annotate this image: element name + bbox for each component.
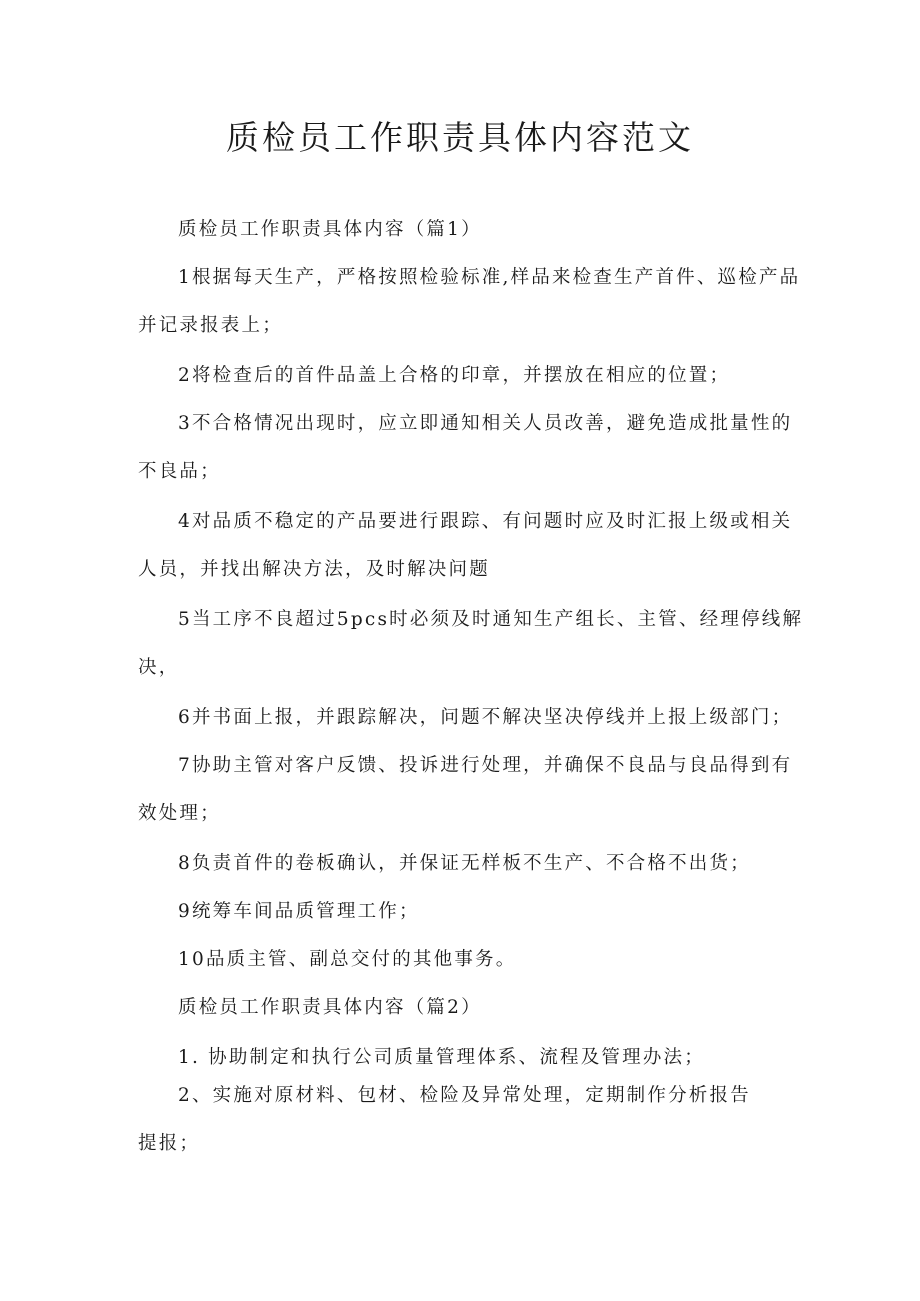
- paragraph-line: 6并书面上报，并跟踪解决，问题不解决坚决停线并上报上级部门；: [178, 707, 793, 728]
- paragraph-9: [138, 888, 788, 936]
- paragraph-5: [138, 596, 804, 692]
- paragraph-7: [138, 742, 793, 838]
- paragraph-line: 2、实施对原材料、包材、检险及异常处理，定期制作分析报告: [178, 1085, 751, 1106]
- paragraph-8: [138, 840, 788, 888]
- paragraph-line: 10品质主管、副总交付的其他事务。: [178, 949, 517, 970]
- paragraph-line: 1. 协助制定和执行公司质量管理体系、流程及管理办法；: [178, 1047, 705, 1068]
- paragraph-line: 2将检查后的首件品盖上合格的印章，并摆放在相应的位置；: [178, 365, 731, 386]
- paragraph-6: [138, 694, 793, 742]
- paragraph-line: 效处理；: [138, 803, 221, 824]
- heading-line: 质检员工作职责具体内容（篇1）: [178, 219, 482, 240]
- paragraph-line: 决，: [138, 657, 180, 678]
- paragraph-line: 提报；: [138, 1133, 201, 1154]
- paragraph-line: 7协助主管对客户反馈、投诉进行处理，并确保不良品与良品得到有: [178, 755, 793, 776]
- paragraph-line: 1根据每天生产，严格按照检验标准,样品来检查生产首件、巡检产品: [178, 267, 801, 288]
- paragraph-line: 人员，并找出解决方法，及时解决问题: [138, 559, 490, 580]
- paragraph-line: 5当工序不良超过5pcs时必须及时通知生产组长、主管、经理停线解: [178, 609, 804, 630]
- paragraph-2: [138, 352, 788, 400]
- paragraph-q2: [138, 1072, 788, 1168]
- paragraph-line: 并记录报表上；: [138, 315, 283, 336]
- paragraph-line: 3不合格情况出现时，应立即通知相关人员改善，避免造成批量性的: [178, 413, 793, 434]
- paragraph-line: 8负责首件的卷板确认，并保证无样板不生产、不合格不出货；: [178, 853, 751, 874]
- paragraph-4: [138, 498, 793, 594]
- paragraph-3: [138, 400, 793, 496]
- section-heading-2: [138, 984, 788, 1032]
- paragraph-line: 不良品；: [138, 461, 221, 482]
- paragraph-line: 9统筹车间品质管理工作；: [178, 901, 420, 922]
- paragraph-10: [138, 936, 788, 984]
- section-heading-1: [138, 206, 788, 254]
- heading-line: 质检员工作职责具体内容（篇2）: [178, 997, 482, 1018]
- paragraph-1: [138, 254, 801, 350]
- paragraph-line: 4对品质不稳定的产品要进行跟踪、有问题时应及时汇报上级或相关: [178, 511, 793, 532]
- document-title: 质检员工作职责具体内容范文: [226, 118, 694, 157]
